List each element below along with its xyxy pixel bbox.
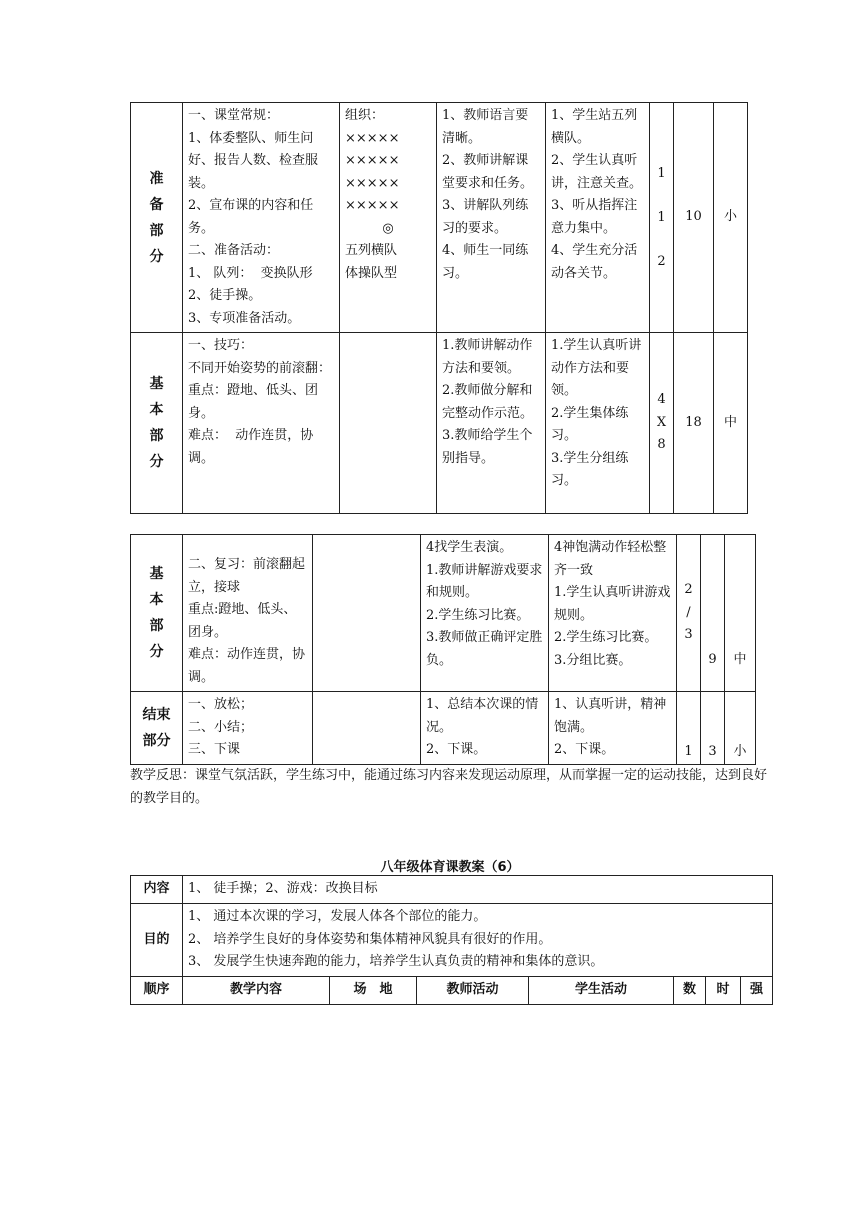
- prep-intensity: 小: [714, 103, 748, 333]
- section-basic-2: 基 本 部 分: [131, 535, 183, 692]
- end-teacher: 1、总结本次课的情况。 2、下课。: [421, 692, 549, 765]
- end-student: 1、认真听讲，精神饱满。 2、下课。: [549, 692, 677, 765]
- content-label: 内容: [131, 876, 183, 904]
- basic2-content: 二、复习：前滚翻起立，接球 重点:蹬地、低头、团身。 难点：动作连贯，协调。: [183, 535, 313, 692]
- end-intensity: 小: [725, 692, 756, 765]
- end-field: [313, 692, 421, 765]
- basic2-field: [313, 535, 421, 692]
- end-count: 1: [677, 692, 701, 765]
- lesson-table-2: [130, 534, 756, 765]
- basic2-teacher: 4找学生表演。 1.教师讲解游戏要求和规则。 2.学生练习比赛。 3.教师做正确评定胜负。: [421, 535, 549, 692]
- lesson-table-1: [130, 102, 748, 514]
- goal-item: 3、 发展学生快速奔跑的能力，培养学生认真负责的精神和集体的意识。: [188, 954, 604, 969]
- goal-list: [183, 904, 773, 977]
- goal-item: 1、 通过本次课的学习，发展人体各个部位的能力。: [188, 909, 487, 924]
- header-field: 场 地: [330, 976, 417, 1004]
- header-teacher: 教师活动: [417, 976, 529, 1004]
- end-content: 一、放松； 二、小结； 三、下课: [183, 692, 313, 765]
- header-student: 学生活动: [529, 976, 674, 1004]
- basic1-intensity: 中: [714, 333, 748, 514]
- prep-content: 一、课堂常规： 1、体委整队、师生问好、报告人数、检查服装。 2、宣布课的内容和任务。 二、准备活动： 1、 队列： 变换队形 2、徒手操。 3、专项准备活动。: [183, 103, 340, 333]
- prep-teacher: 1、教师语言要清晰。 2、教师讲解课堂要求和任务。 3、讲解队列练习的要求。 4、师生一同练习。: [437, 103, 546, 333]
- basic2-intensity: 中: [725, 535, 756, 692]
- header-intensity: 强: [741, 976, 773, 1004]
- lesson-plan-title: 八年级体育课教案（6）: [380, 860, 520, 875]
- basic1-teacher: 1.教师讲解动作方法和要领。 2.教师做分解和完整动作示范。 3.教师给学生个别指导。: [437, 333, 546, 514]
- header-content: 教学内容: [183, 976, 330, 1004]
- basic1-time: 18: [674, 333, 714, 514]
- content-value: 1、 徒手操；2、游戏：改换目标: [183, 876, 773, 904]
- basic1-student: 1.学生认真听讲动作方法和要领。 2.学生集体练习。 3.学生分组练习。: [546, 333, 650, 514]
- teaching-reflection: 教学反思：课堂气氛活跃，学生练习中，能通过练习内容来发现运动原理，从而掌握一定的运动技能，达到良好的教学目的。: [130, 768, 768, 806]
- prep-student: 1、学生站五列横队。 2、学生认真听讲，注意关查。 3、听从指挥注意力集中。 4、学生充分活动各关节。: [546, 103, 650, 333]
- lesson-plan-header-table: [130, 875, 773, 1005]
- end-time: 3: [701, 692, 725, 765]
- section-end: 结束 部分: [131, 692, 183, 765]
- basic2-count: 2 / 3: [677, 535, 701, 692]
- section-prep: 准 备 部 分: [131, 103, 183, 333]
- prep-count: 1 1 2: [650, 103, 674, 333]
- header-time: 时: [706, 976, 741, 1004]
- goal-item: 2、 培养学生良好的身体姿势和集体精神风貌具有很好的作用。: [188, 931, 552, 947]
- basic1-count: 4 X 8: [650, 333, 674, 514]
- basic2-time: 9: [701, 535, 725, 692]
- basic2-student: 4神饱满动作轻松整齐一致 1.学生认真听讲游戏规则。 2.学生练习比赛。 3.分组比赛。: [549, 535, 677, 692]
- goal-label: 目的: [131, 904, 183, 977]
- section-basic-1: 基 本 部 分: [131, 333, 183, 514]
- prep-field: 组织： ××××× ××××× ××××× ××××× ◎ 五列横队 体操队型: [340, 103, 437, 333]
- header-count: 数: [674, 976, 706, 1004]
- basic1-field: [340, 333, 437, 514]
- header-order: 顺序: [131, 976, 183, 1004]
- basic1-content: 一、技巧： 不同开始姿势的前滚翻： 重点：蹬地、低头、团身。 难点： 动作连贯，协调。: [183, 333, 340, 514]
- prep-time: 10: [674, 103, 714, 333]
